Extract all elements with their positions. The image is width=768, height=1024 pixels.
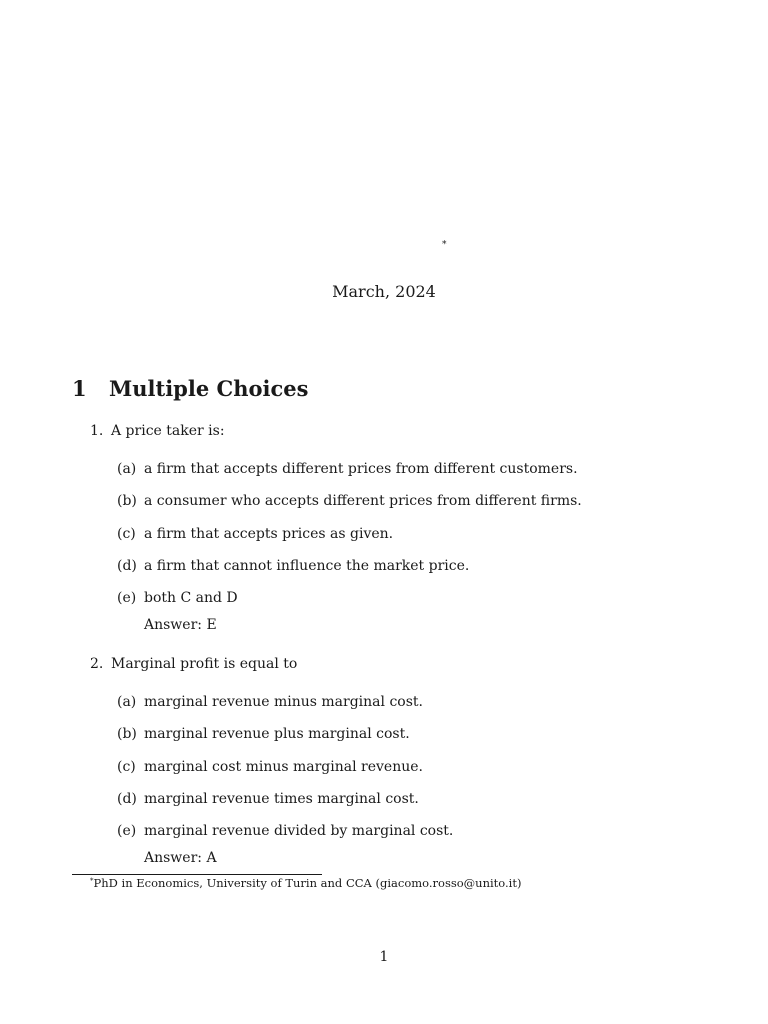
question-number: 2. bbox=[90, 656, 104, 672]
option-text: marginal revenue minus marginal cost. bbox=[144, 694, 423, 710]
option-label: (d) bbox=[117, 791, 137, 807]
option-text: marginal revenue plus marginal cost. bbox=[144, 726, 410, 742]
footnote-marker: * bbox=[90, 877, 94, 885]
answer-2: Answer: A bbox=[144, 850, 217, 866]
option-label: (a) bbox=[117, 694, 137, 710]
footnote-rule bbox=[72, 874, 322, 875]
option-label: (b) bbox=[117, 726, 137, 742]
option-1c bbox=[117, 526, 393, 542]
option-2b bbox=[117, 726, 410, 742]
question-text: A price taker is: bbox=[111, 423, 225, 439]
section-number: 1 bbox=[72, 376, 87, 401]
page-number: 1 bbox=[379, 949, 389, 965]
option-label: (c) bbox=[117, 759, 136, 775]
option-label: (e) bbox=[117, 590, 137, 606]
option-text: a consumer who accepts different prices from different firms. bbox=[144, 493, 582, 509]
question-text: Marginal profit is equal to bbox=[111, 656, 298, 672]
option-label: (e) bbox=[117, 823, 137, 839]
section-heading bbox=[72, 376, 308, 401]
question-1 bbox=[90, 423, 225, 439]
question-2 bbox=[90, 656, 297, 672]
question-number: 1. bbox=[90, 423, 104, 439]
option-1e bbox=[117, 590, 238, 606]
option-text: marginal revenue times marginal cost. bbox=[144, 791, 419, 807]
option-text: a firm that accepts prices as given. bbox=[144, 526, 394, 542]
document-date: March, 2024 bbox=[332, 282, 436, 301]
option-text: marginal revenue divided by marginal cost. bbox=[144, 823, 454, 839]
answer-1: Answer: E bbox=[144, 617, 217, 633]
option-2d bbox=[117, 791, 419, 807]
section-title: Multiple Choices bbox=[109, 376, 309, 401]
option-1d bbox=[117, 558, 469, 574]
option-1a bbox=[117, 461, 578, 477]
option-1b bbox=[117, 493, 582, 509]
footnote bbox=[90, 876, 521, 890]
footnote-text: PhD in Economics, University of Turin and CCA (giacomo.rosso@unito.it) bbox=[93, 876, 522, 890]
option-label: (d) bbox=[117, 558, 137, 574]
option-label: (b) bbox=[117, 493, 137, 509]
option-label: (a) bbox=[117, 461, 137, 477]
option-2c bbox=[117, 759, 423, 775]
option-text: both C and D bbox=[144, 590, 238, 606]
author-footnote-marker: * bbox=[442, 240, 447, 250]
option-text: a firm that accepts different prices from different customers. bbox=[144, 461, 578, 477]
option-2a bbox=[117, 694, 423, 710]
option-label: (c) bbox=[117, 526, 136, 542]
option-2e bbox=[117, 823, 453, 839]
option-text: marginal cost minus marginal revenue. bbox=[144, 759, 423, 775]
option-text: a firm that cannot influence the market price. bbox=[144, 558, 470, 574]
